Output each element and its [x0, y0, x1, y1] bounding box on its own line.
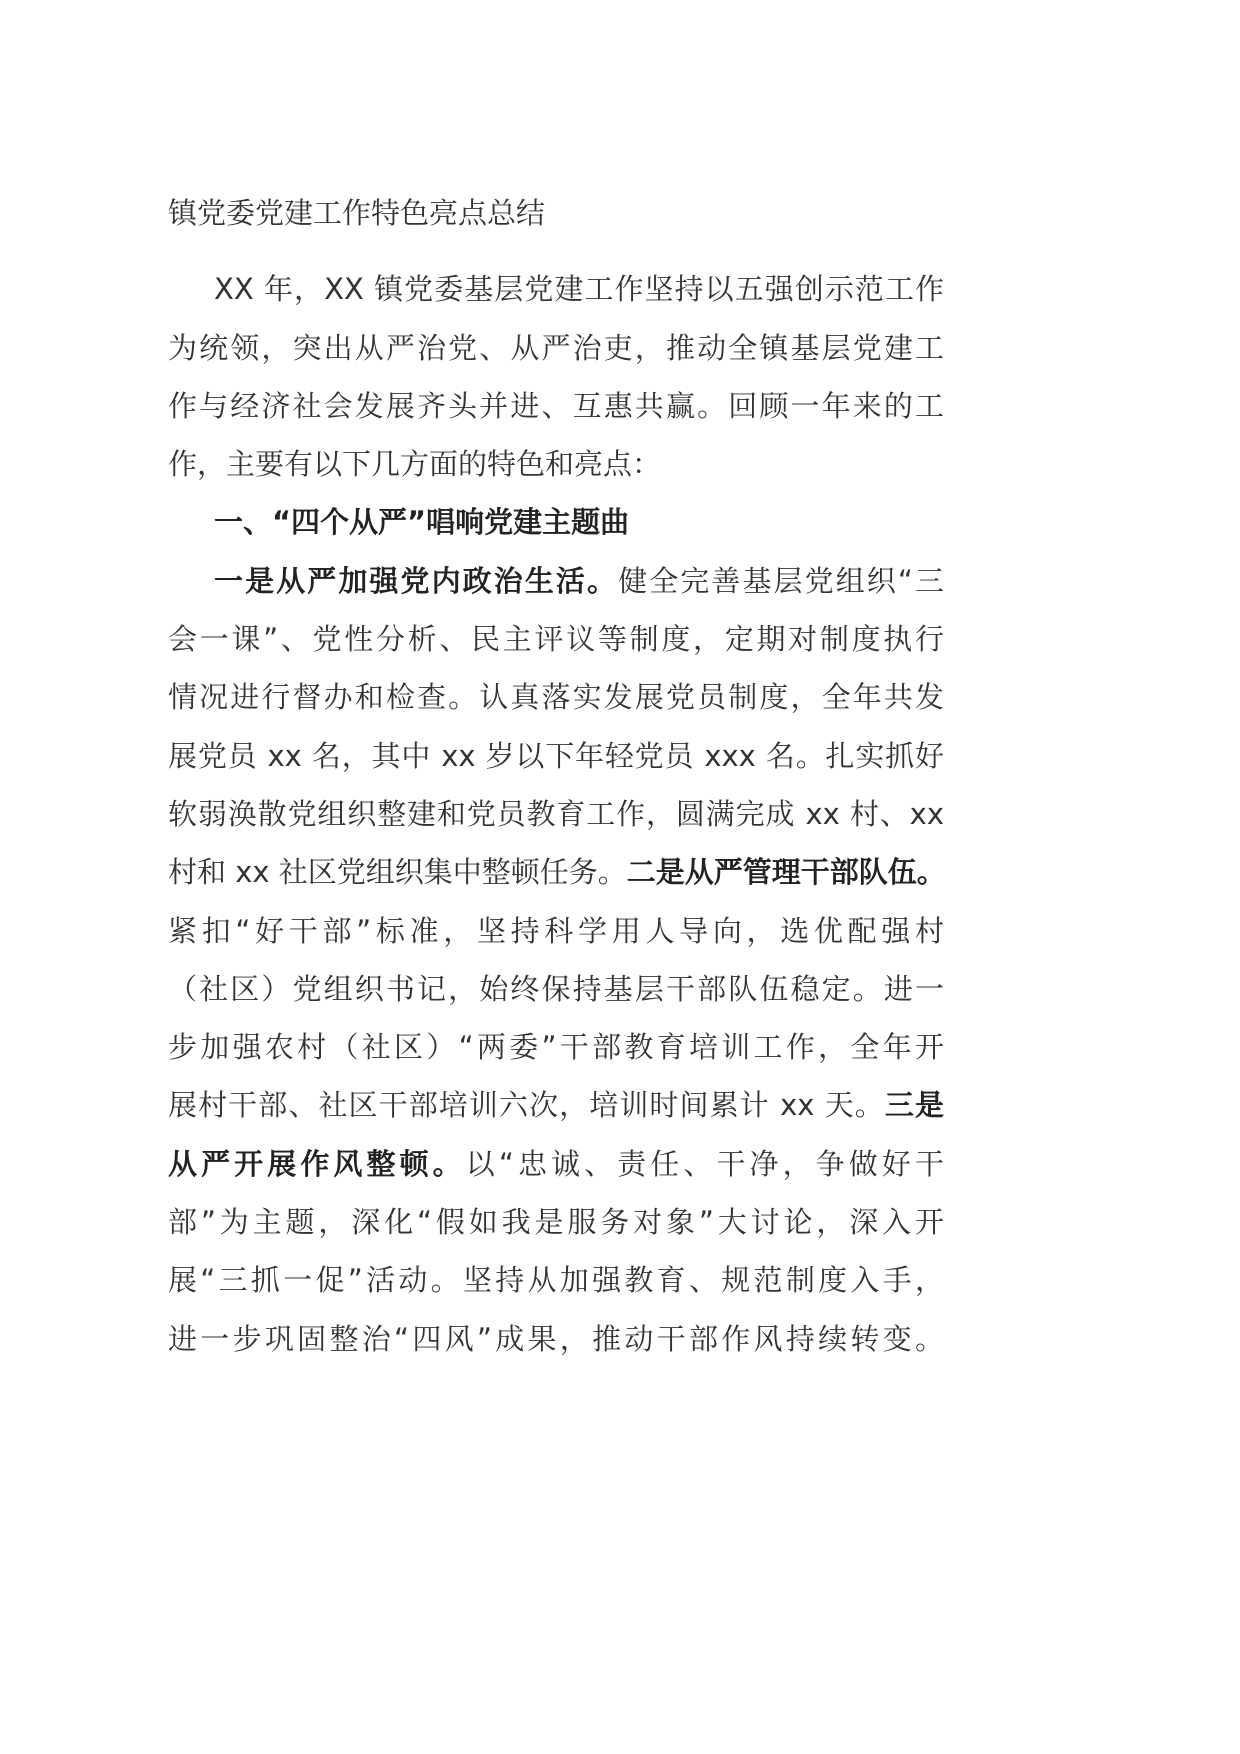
- bold-text-segment: 从严开展作风整顿。: [168, 1146, 466, 1181]
- text-line: [168, 1257, 944, 1315]
- text-line: [168, 674, 944, 732]
- document-body: [168, 190, 944, 1374]
- text-line: [168, 1024, 944, 1082]
- text-segment: 健全完善基层党组织“三: [618, 563, 944, 598]
- text-line: [168, 1082, 944, 1140]
- text-segment: 进一步巩固整治“四风”成果，推动干部作风持续转变。: [168, 1321, 944, 1356]
- text-segment: 为统领，突出从严治党、从严治吏，推动全镇基层党建工: [168, 330, 944, 365]
- text-line: [168, 558, 944, 616]
- text-line: [168, 266, 944, 324]
- text-segment: 以“忠诚、责任、干净，争做好干: [465, 1146, 944, 1181]
- text-line: [168, 1316, 944, 1374]
- bold-text-segment: 三是: [884, 1088, 944, 1123]
- text-segment: （社区）党组织书记，始终保持基层干部队伍稳定。进一: [168, 971, 944, 1006]
- text-line: [168, 1141, 944, 1199]
- document-title: 镇党委党建工作特色亮点总结: [168, 196, 546, 230]
- text-line: [168, 499, 944, 557]
- text-segment: 作与经济社会发展齐头并进、互惠共赢。回顾一年来的工: [168, 388, 944, 423]
- text-line: [168, 791, 944, 849]
- text-line: [168, 1199, 944, 1257]
- text-line: [168, 441, 944, 499]
- text-line: [168, 966, 944, 1024]
- text-segment: 会一课”、党性分析、民主评议等制度，定期对制度执行: [168, 622, 944, 657]
- document-text: [168, 266, 944, 1374]
- bold-text-segment: 二是从严管理干部队伍。: [626, 855, 946, 890]
- text-segment: 步加强农村（社区）“两委”干部教育培训工作，全年开: [168, 1030, 944, 1065]
- text-segment: 展党员 xx 名，其中 xx 岁以下年轻党员 xxx 名。扎实抓好: [168, 738, 944, 773]
- text-line: [168, 733, 944, 791]
- text-segment: 村和 xx 社区党组织集中整顿任务。: [168, 855, 627, 890]
- text-segment: 展“三抓一促”活动。坚持从加强教育、规范制度入手，: [168, 1263, 944, 1298]
- text-segment: 部”为主题，深化“假如我是服务对象”大讨论，深入开: [168, 1205, 944, 1240]
- text-segment: 情况进行督办和检查。认真落实发展党员制度，全年共发: [168, 680, 944, 715]
- text-line: [168, 383, 944, 441]
- bold-text-segment: 一是从严加强党内政治生活。: [214, 563, 619, 598]
- text-line: [168, 616, 944, 674]
- text-segment: 展村干部、社区干部培训六次，培训时间累计 xx 天。: [168, 1088, 885, 1123]
- text-segment: XX 年，XX 镇党委基层党建工作坚持以五强创示范工作: [214, 272, 944, 307]
- text-segment: 紧扣“好干部”标准，坚持科学用人导向，选优配强村: [168, 913, 944, 948]
- text-line: [168, 325, 944, 383]
- text-segment: 软弱涣散党组织整建和党员教育工作，圆满完成 xx 村、xx: [168, 796, 944, 831]
- bold-text-segment: 一、“四个从严”唱响党建主题曲: [214, 505, 630, 540]
- text-line: [168, 849, 944, 907]
- text-line: [168, 908, 944, 966]
- text-segment: 作，主要有以下几方面的特色和亮点：: [168, 447, 662, 482]
